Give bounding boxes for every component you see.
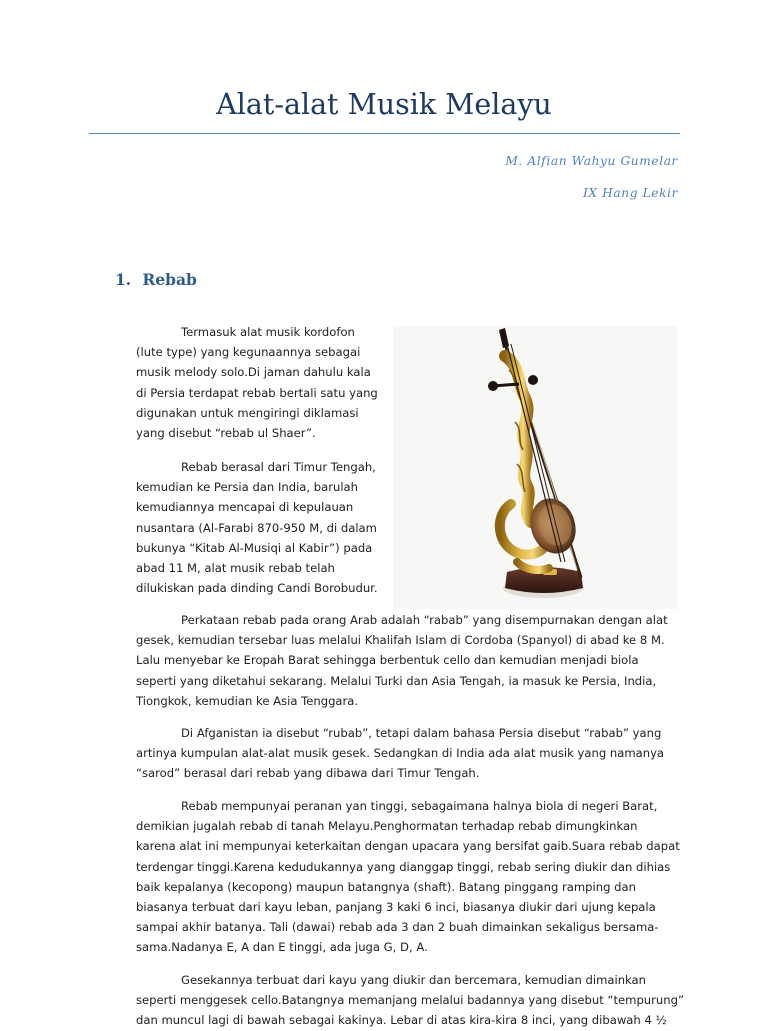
rebab-image: [393, 326, 677, 609]
paragraph-line: seperti menggesek cello.Batangnya memanjang melalui badannya yang disebut “tempurung”: [136, 993, 684, 1008]
paragraph-line: Perkataan rebab pada orang Arab adalah “rabab” yang disempurnakan dengan alat: [181, 613, 668, 627]
paragraph-line: bukunya “Kitab Al-Musiqi al Kabir”) pada: [136, 540, 373, 555]
rebab-illustration: [393, 326, 677, 609]
paragraph-line: Lalu menyebar ke Eropah Barat sehingga berbentuk cello dan kemudian menjadi biola: [136, 653, 639, 668]
paragraph-line: kemudiannya mencapai di kepulauan: [136, 500, 354, 515]
paragraph-line: baik kepalanya (kecopong) maupun batangnya (shaft). Batang pinggang ramping dan: [136, 879, 636, 894]
paragraph-line: artinya kumpulan alat-alat musik gesek. Sedangkan di India ada alat musik yang namanya: [136, 746, 665, 761]
paragraph-line: “sarod” berasal dari rebab yang dibawa dari Timur Tengah.: [136, 766, 480, 781]
paragraph-line: dan muncul lagi di bawah sebagai kakinya. Lebar di atas kira-kira 8 inci, yang dibawah 4 ½: [136, 1013, 667, 1028]
section-title: Rebab: [142, 270, 197, 289]
paragraph-5: [136, 796, 681, 958]
paragraph-3: [136, 610, 681, 711]
paragraph-line: Tiongkok, kemudian ke Asia Tenggara.: [136, 693, 359, 708]
paragraph-line: dilukiskan pada dinding Candi Borobudur.: [136, 581, 378, 596]
section-heading: [115, 270, 197, 289]
paragraph-line: sampai akhir batanya. Tali (dawai) rebab ada 3 dan 2 buah dimainkan sekaligus bersama-: [136, 920, 659, 935]
paragraph-6: [136, 970, 684, 1031]
section-number: 1.: [115, 270, 132, 289]
paragraph-line: musik melody solo.Di jaman dahulu kala: [136, 365, 371, 380]
paragraph-line: Termasuk alat musik kordofon: [181, 325, 355, 339]
title-underline: [89, 133, 680, 134]
paragraph-1: [136, 322, 386, 443]
paragraph-line: terdengar tinggi.Karena kedudukannya yang dianggap tinggi, rebab sering diukir dan dihias: [136, 859, 671, 874]
paragraph-2: [136, 457, 386, 598]
paragraph-4: [136, 723, 681, 784]
paragraph-line: karena alat ini mempunyai keterkaitan dengan upacara yang bersifat gaib.Suara rebab dapat: [136, 839, 680, 854]
paragraph-line: digunakan untuk mengiringi diklamasi: [136, 405, 359, 420]
author-name: M. Alfian Wahyu Gumelar: [505, 154, 678, 168]
paragraph-line: seperti yang diketahui sekarang. Melalui Turki dan Asia Tengah, ia masuk ke Persia, India,: [136, 673, 657, 688]
paragraph-line: yang disebut “rebab ul Shaer”.: [136, 426, 316, 441]
paragraph-line: Di Afganistan ia disebut “rubab”, tetapi dalam bahasa Persia disebut “rabab” yang: [181, 726, 662, 740]
paragraph-line: Rebab mempunyai peranan yan tinggi, sebagaimana halnya biola di negeri Barat,: [181, 799, 658, 813]
paragraph-line: gesek, kemudian tersebar luas melalui Khalifah Islam di Cordoba (Spanyol) di abad ke 8 M.: [136, 633, 665, 648]
paragraph-line: abad 11 M, alat musik rebab telah: [136, 561, 335, 576]
document-title: Alat-alat Musik Melayu: [216, 88, 552, 121]
paragraph-line: di Persia terdapat rebab bertali satu yang: [136, 385, 378, 400]
author-class: IX Hang Lekir: [583, 186, 678, 200]
paragraph-line: Gesekannya terbuat dari kayu yang diukir dan bercemara, kemudian dimainkan: [181, 973, 647, 987]
paragraph-line: (lute type) yang kegunaannya sebagai: [136, 345, 361, 360]
paragraph-line: Rebab berasal dari Timur Tengah,: [181, 460, 376, 474]
paragraph-line: nusantara (Al-Farabi 870-950 M, di dalam: [136, 520, 377, 535]
paragraph-line: sama.Nadanya E, A dan E tinggi, ada juga G, D, A.: [136, 940, 428, 955]
paragraph-line: kemudian ke Persia dan India, barulah: [136, 480, 359, 495]
paragraph-line: biasanya terbuat dari kayu leban, panjang 3 kaki 6 inci, biasanya diukir dari ujung kepala: [136, 900, 656, 915]
paragraph-line: demikian jugalah rebab di tanah Melayu.Penghormatan terhadap rebab dimungkinkan: [136, 819, 638, 834]
